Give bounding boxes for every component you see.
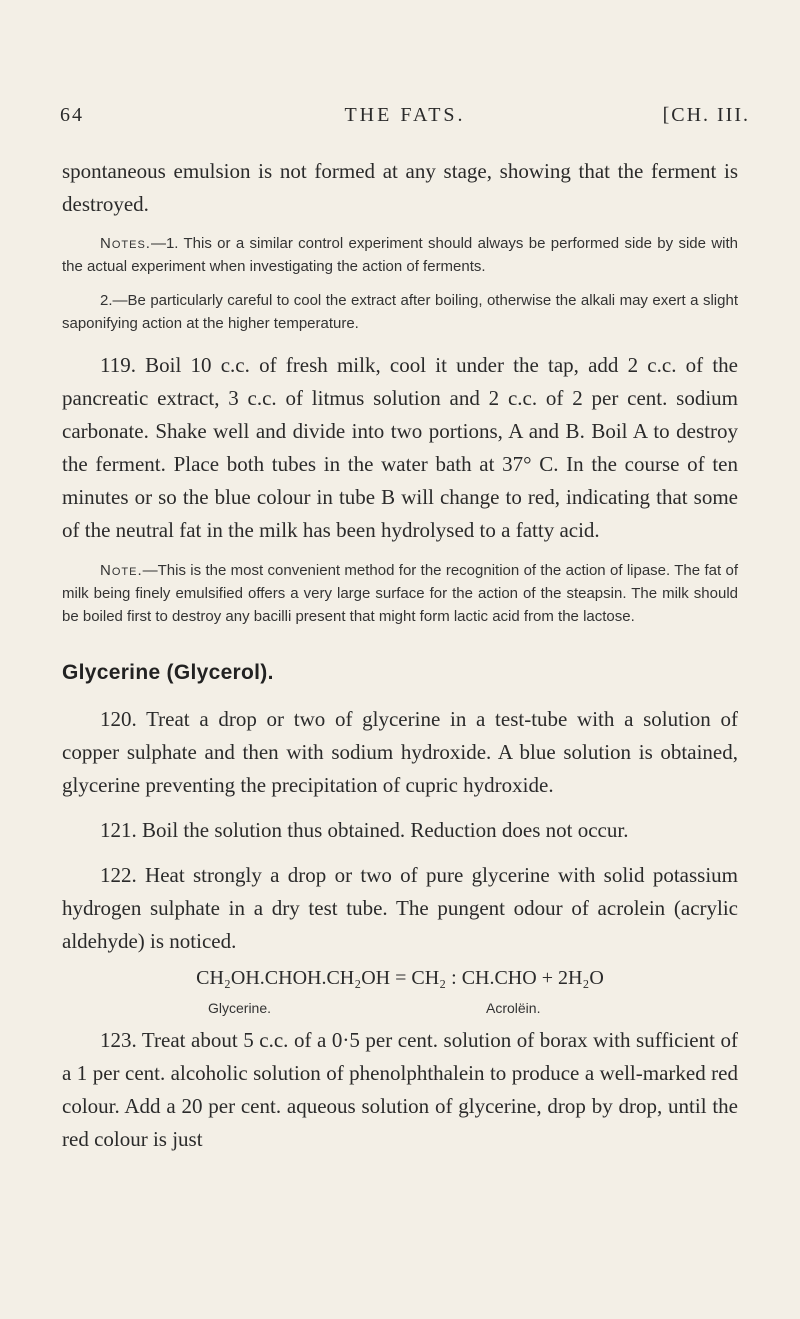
chemical-equation: CH₂OH.CHOH.CH₂OH = CH₂ : CH.CHO + 2H₂O [196, 967, 604, 989]
paragraph-121: 121. Boil the solution thus obtained. Reduction does not occur. [100, 818, 629, 842]
running-header [60, 104, 750, 134]
note-119 [62, 559, 738, 628]
paragraph-119: 119. Boil 10 c.c. of fresh milk, cool it under the tap, add 2 c.c. of the pancreatic extract, 3 c.c. of litmus solution and 2 c.c. of 2 per cent. sodium carbonate. Shake well and divide into two portions, A and B. Boil A to destroy the ferment. Place both tubes in the water bath at 37° C. In the course of ten minutes or so the blue colour in tube B will change to red, indicating that some of the neutral fat in the milk has been hydrolysed to a fatty acid. [62, 353, 738, 542]
paragraph-122: 122. Heat strongly a drop or two of pure glycerine with solid potassium hydrogen sulphate in a dry test tube. The pungent odour of acrolein (acrylic aldehyde) is noticed. [62, 863, 738, 953]
note-label: Note. [100, 562, 143, 579]
note-1-text: —1. This or a similar control experiment should always be performed side by side with the actual experiment when investigating the action of ferments. [62, 235, 738, 275]
equation-labels [62, 992, 738, 1014]
page-number: 64 [60, 104, 84, 126]
note-119-text: —This is the most convenient method for the recognition of the action of lipase. The fat of milk being finely emulsified offers a very large surface for the action of the steapsin. The milk should be boiled first to destroy any bacilli present that might form lactic acid from the lactose. [62, 562, 738, 625]
chapter-marker: [CH. III. [662, 104, 750, 126]
note-2: 2.—Be particularly careful to cool the extract after boiling, otherwise the alkali may exert a slight saponifying action at the higher temperature. [62, 292, 738, 332]
section-heading: Glycerine (Glycerol). [62, 661, 274, 684]
page-body [62, 155, 738, 1156]
acrolein-label: Acrolëin. [486, 1000, 541, 1016]
intro-paragraph: spontaneous emulsion is not formed at any stage, showing that the ferment is destroyed. [62, 159, 738, 216]
notes-label: Notes. [100, 235, 151, 252]
paragraph-123: 123. Treat about 5 c.c. of a 0·5 per cent. solution of borax with sufficient of a 1 per cent. alcoholic solution of phenolphthalein to produce a well-marked red colour. Add a 20 per cent. aqueous solution of glycerine, drop by drop, until the red colour is just [62, 1028, 738, 1151]
running-title: THE FATS. [344, 104, 466, 126]
glycerine-label: Glycerine. [208, 1000, 272, 1016]
note-1 [62, 232, 738, 278]
paragraph-120: 120. Treat a drop or two of glycerine in a test-tube with a solution of copper sulphate and then with sodium hydroxide. A blue solution is obtained, glycerine preventing the precipitation of cupric hydroxide. [62, 707, 738, 797]
